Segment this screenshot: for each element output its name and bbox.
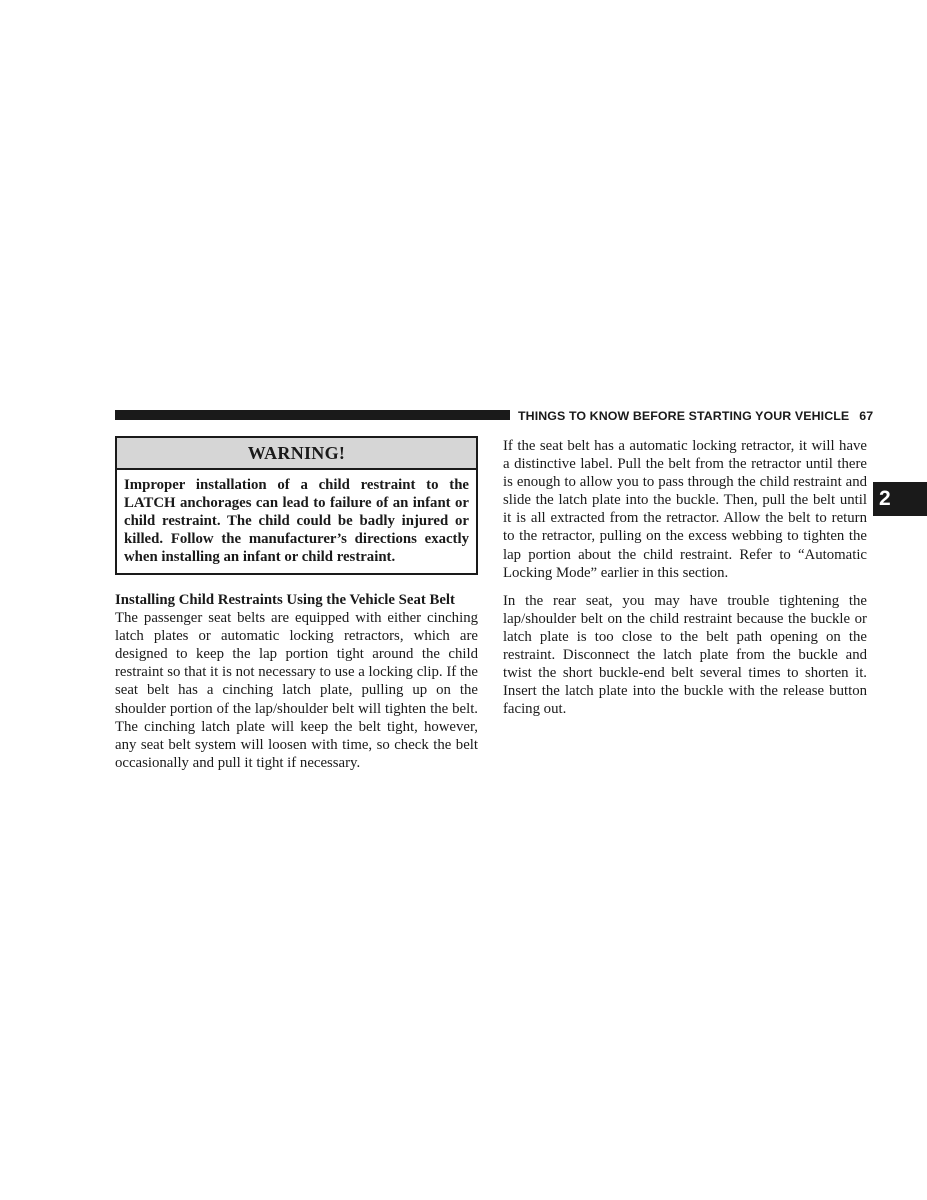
body-paragraph-2: In the rear seat, you may have trouble tightening the lap/shoulder belt on the child restraint because the buckle or latch plate is too close to the belt path opening on the restraint. Disconnect the latch plate from the buckle and twist the short buckle-end belt several times to shorten it. Insert the latch plate into the buckle with the release button facing out. <box>503 592 867 718</box>
warning-text: Improper installation of a child restraint to the LATCH anchorages can lead to failure of an infant or child restraint. The child could be badly injured or killed. Follow the manufacturer’s directions exactly when installing an infant or child restraint. <box>124 477 469 566</box>
left-column <box>115 591 478 772</box>
header-rule <box>115 410 510 420</box>
body-paragraph-1: If the seat belt has a automatic locking retractor, it will have a distinctive label. Pull the belt from the retractor until there is enough to allow you to pass through the child restraint and slide the latch plate into the buckle. Then, pull the belt until it is all extracted from the retractor. Allow the belt to return to the retractor, pulling on the excess webbing to tighten the lap portion about the child restraint. Refer to “Automatic Locking Mode” earlier in this section. <box>503 438 867 581</box>
chapter-tab: 2 <box>873 482 927 516</box>
body-paragraph: The passenger seat belts are equipped with either cinching latch plates or automatic locking retractors, which are designed to keep the lap portion tight around the child restraint so that it is not necessary to use a locking clip. If the seat belt has a cinching latch plate, pulling up on the shoulder portion of the lap/shoulder belt will tighten the belt. The cinching latch plate will keep the belt tight, however, any seat belt system will loosen with time, so check the belt occasionally and pull it tight if necessary. <box>115 610 478 771</box>
section-title: THINGS TO KNOW BEFORE STARTING YOUR VEHICLE <box>518 409 850 423</box>
warning-title: WARNING! <box>117 438 476 470</box>
warning-box <box>115 436 478 575</box>
page-number: 67 <box>859 409 874 423</box>
right-column <box>503 437 867 718</box>
section-subheading: Installing Child Restraints Using the Vehicle Seat Belt <box>115 592 455 608</box>
running-header <box>518 408 874 424</box>
